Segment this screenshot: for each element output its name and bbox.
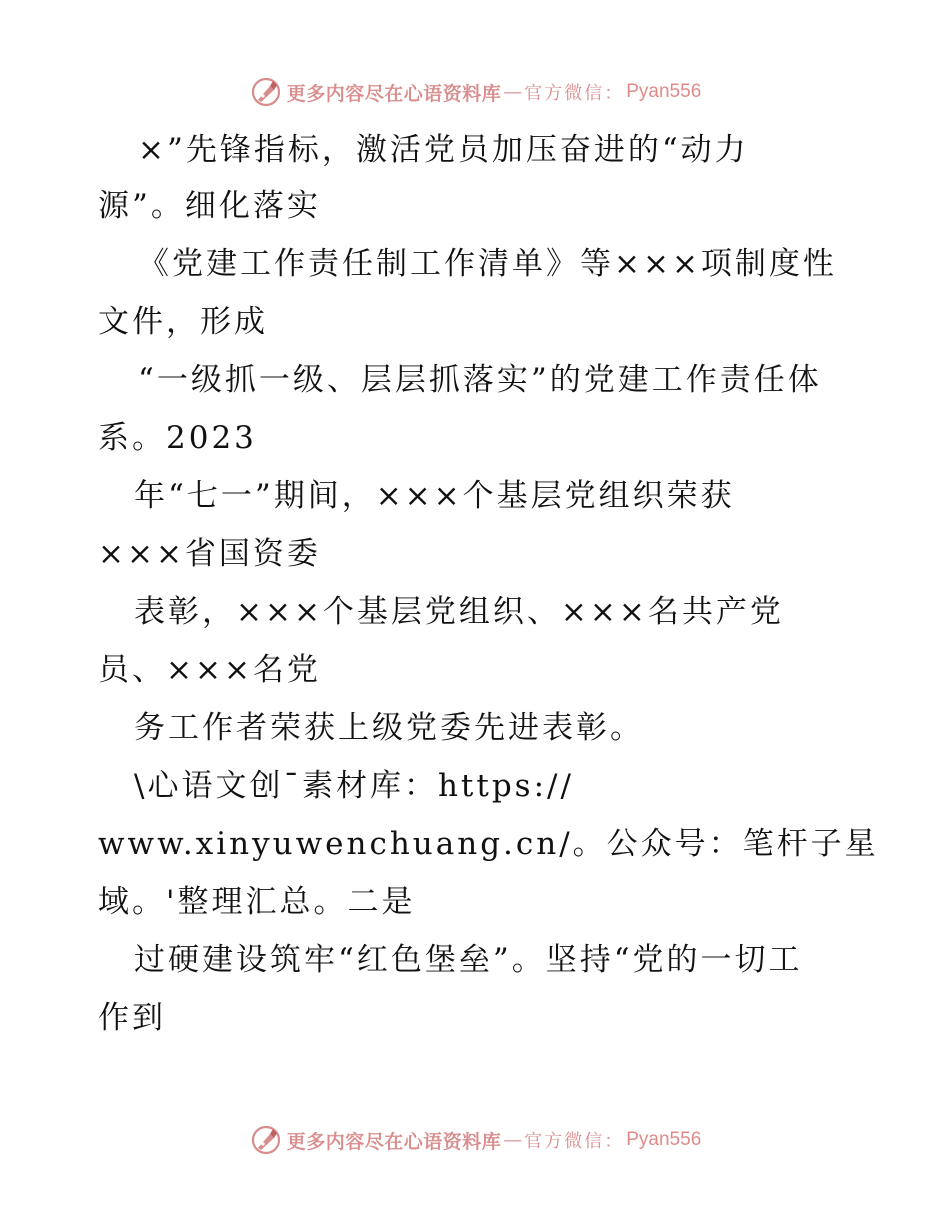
body-line: 《党建工作责任制工作清单》等×××项制度性 bbox=[138, 246, 837, 282]
pen-nib-logo-icon bbox=[249, 1123, 283, 1157]
body-line: 系。2023 bbox=[98, 420, 257, 456]
body-line: 文件，形成 bbox=[98, 304, 268, 340]
header-dash: — bbox=[503, 81, 523, 103]
body-line: 年“七一”期间，×××个基层党组织荣获 bbox=[134, 478, 735, 514]
body-line: 源”。细化落实 bbox=[98, 188, 321, 224]
body-line: ×”先锋指标，激活党员加压奋进的“动力 bbox=[138, 132, 749, 168]
header-wechat-id: Pyan556 bbox=[626, 81, 702, 102]
body-line-link: \心语文创¯素材库：https:// bbox=[134, 768, 574, 804]
page-header-banner bbox=[0, 72, 950, 112]
body-line: “一级抓一级、层层抓落实”的党建工作责任体 bbox=[138, 362, 822, 398]
pen-nib-logo-icon bbox=[249, 75, 283, 109]
body-line: 员、×××名党 bbox=[98, 652, 321, 688]
body-line-link: www.xinyuwenchuang.cn/。公众号：笔杆子星 bbox=[98, 826, 879, 862]
body-line: 表彰，×××个基层党组织、×××名共产党 bbox=[134, 594, 784, 630]
body-line: 务工作者荣获上级党委先进表彰。 bbox=[134, 710, 644, 746]
footer-main-text: 更多内容尽在心语资料库 bbox=[286, 1130, 502, 1153]
footer-wechat-id: Pyan556 bbox=[626, 1129, 702, 1150]
body-line: 域。'整理汇总。二是 bbox=[98, 884, 416, 920]
body-line: ×××省国资委 bbox=[98, 536, 321, 572]
body-line: 作到 bbox=[98, 1000, 166, 1036]
page-footer-banner bbox=[0, 1120, 950, 1160]
footer-dash: — bbox=[503, 1129, 523, 1151]
footer-wechat-label: 官方微信： bbox=[524, 1131, 625, 1152]
header-main-text: 更多内容尽在心语资料库 bbox=[286, 82, 502, 105]
header-wechat-label: 官方微信： bbox=[524, 83, 625, 104]
body-line: 过硬建设筑牢“红色堡垒”。坚持“党的一切工 bbox=[134, 942, 803, 978]
